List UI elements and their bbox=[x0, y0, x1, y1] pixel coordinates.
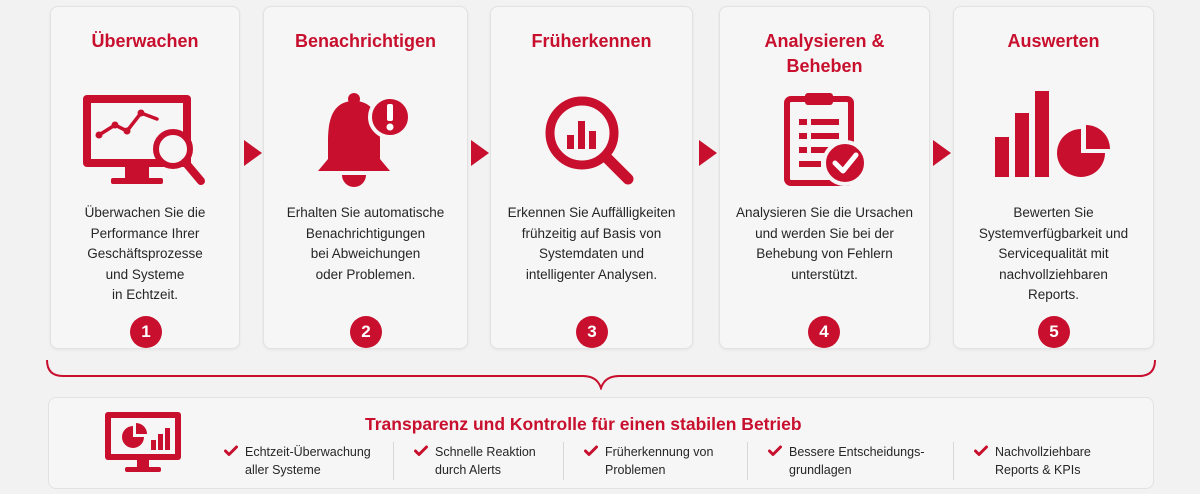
step-description: Analysieren Sie die Ursachen und werden Sie bei der Behebung von Fehlern unterstützt. bbox=[735, 205, 914, 282]
arrow-right-icon bbox=[471, 140, 489, 166]
divider bbox=[393, 442, 394, 480]
clipboard-check-icon bbox=[720, 89, 929, 193]
step-card-5 bbox=[953, 6, 1154, 349]
check-icon bbox=[583, 445, 599, 457]
arrow-right-icon bbox=[244, 140, 262, 166]
monitor-search-icon bbox=[51, 89, 239, 193]
check-icon bbox=[767, 445, 783, 457]
benefit-item bbox=[413, 443, 536, 479]
step-title: Analysieren & Beheben bbox=[764, 31, 885, 76]
benefit-label: Nachvollziehbare Reports & KPIs bbox=[995, 445, 1091, 477]
divider bbox=[747, 442, 748, 480]
step-number-badge: 1 bbox=[130, 316, 162, 348]
check-icon bbox=[973, 445, 989, 457]
divider bbox=[953, 442, 954, 480]
step-description: Bewerten Sie Systemverfügbarkeit und Servicequalität mit nachvollziehbaren Reports. bbox=[978, 205, 1129, 302]
step-card-4 bbox=[719, 6, 930, 349]
benefit-label: Bessere Entscheidungs- grundlagen bbox=[789, 445, 925, 477]
step-number-badge: 2 bbox=[350, 316, 382, 348]
step-card-1 bbox=[50, 6, 240, 349]
arrow-right-icon bbox=[699, 140, 717, 166]
step-description: Überwachen Sie die Performance Ihrer Geschäftsprozesse und Systeme in Echtzeit. bbox=[84, 205, 206, 302]
step-card-3 bbox=[490, 6, 693, 349]
check-icon bbox=[223, 445, 239, 457]
bell-alert-icon bbox=[264, 89, 467, 193]
step-card-2 bbox=[263, 6, 468, 349]
step-title: Früherkennen bbox=[531, 31, 652, 51]
step-description: Erhalten Sie automatische Benachrichtigungen bei Abweichungen oder Problemen. bbox=[286, 205, 445, 282]
step-title: Benachrichtigen bbox=[294, 31, 437, 51]
step-title: Überwachen bbox=[91, 31, 199, 51]
summary-panel bbox=[48, 397, 1154, 489]
step-description: Erkennen Sie Auffälligkeiten frühzeitig auf Basis von Systemdaten und intelligenter Analysen. bbox=[507, 205, 676, 282]
check-icon bbox=[413, 445, 429, 457]
benefit-item bbox=[973, 443, 1091, 479]
magnifier-chart-icon bbox=[491, 89, 692, 193]
step-title: Auswerten bbox=[1007, 31, 1100, 51]
benefit-label: Früherkennung von Problemen bbox=[605, 445, 714, 477]
benefit-item bbox=[767, 443, 925, 479]
step-number-badge: 5 bbox=[1038, 316, 1070, 348]
curly-brace bbox=[45, 358, 1157, 390]
benefit-item bbox=[583, 443, 713, 479]
benefit-label: Echtzeit-Überwachung aller Systeme bbox=[245, 445, 371, 477]
summary-title: Transparenz und Kontrolle für einen stabilen Betrieb bbox=[365, 414, 802, 434]
benefit-item bbox=[223, 443, 371, 479]
arrow-right-icon bbox=[933, 140, 951, 166]
benefit-label: Schnelle Reaktion durch Alerts bbox=[435, 445, 536, 477]
step-number-badge: 3 bbox=[576, 316, 608, 348]
monitor-dashboard-icon bbox=[103, 410, 183, 481]
bar-pie-chart-icon bbox=[954, 89, 1153, 193]
divider bbox=[563, 442, 564, 480]
step-number-badge: 4 bbox=[808, 316, 840, 348]
